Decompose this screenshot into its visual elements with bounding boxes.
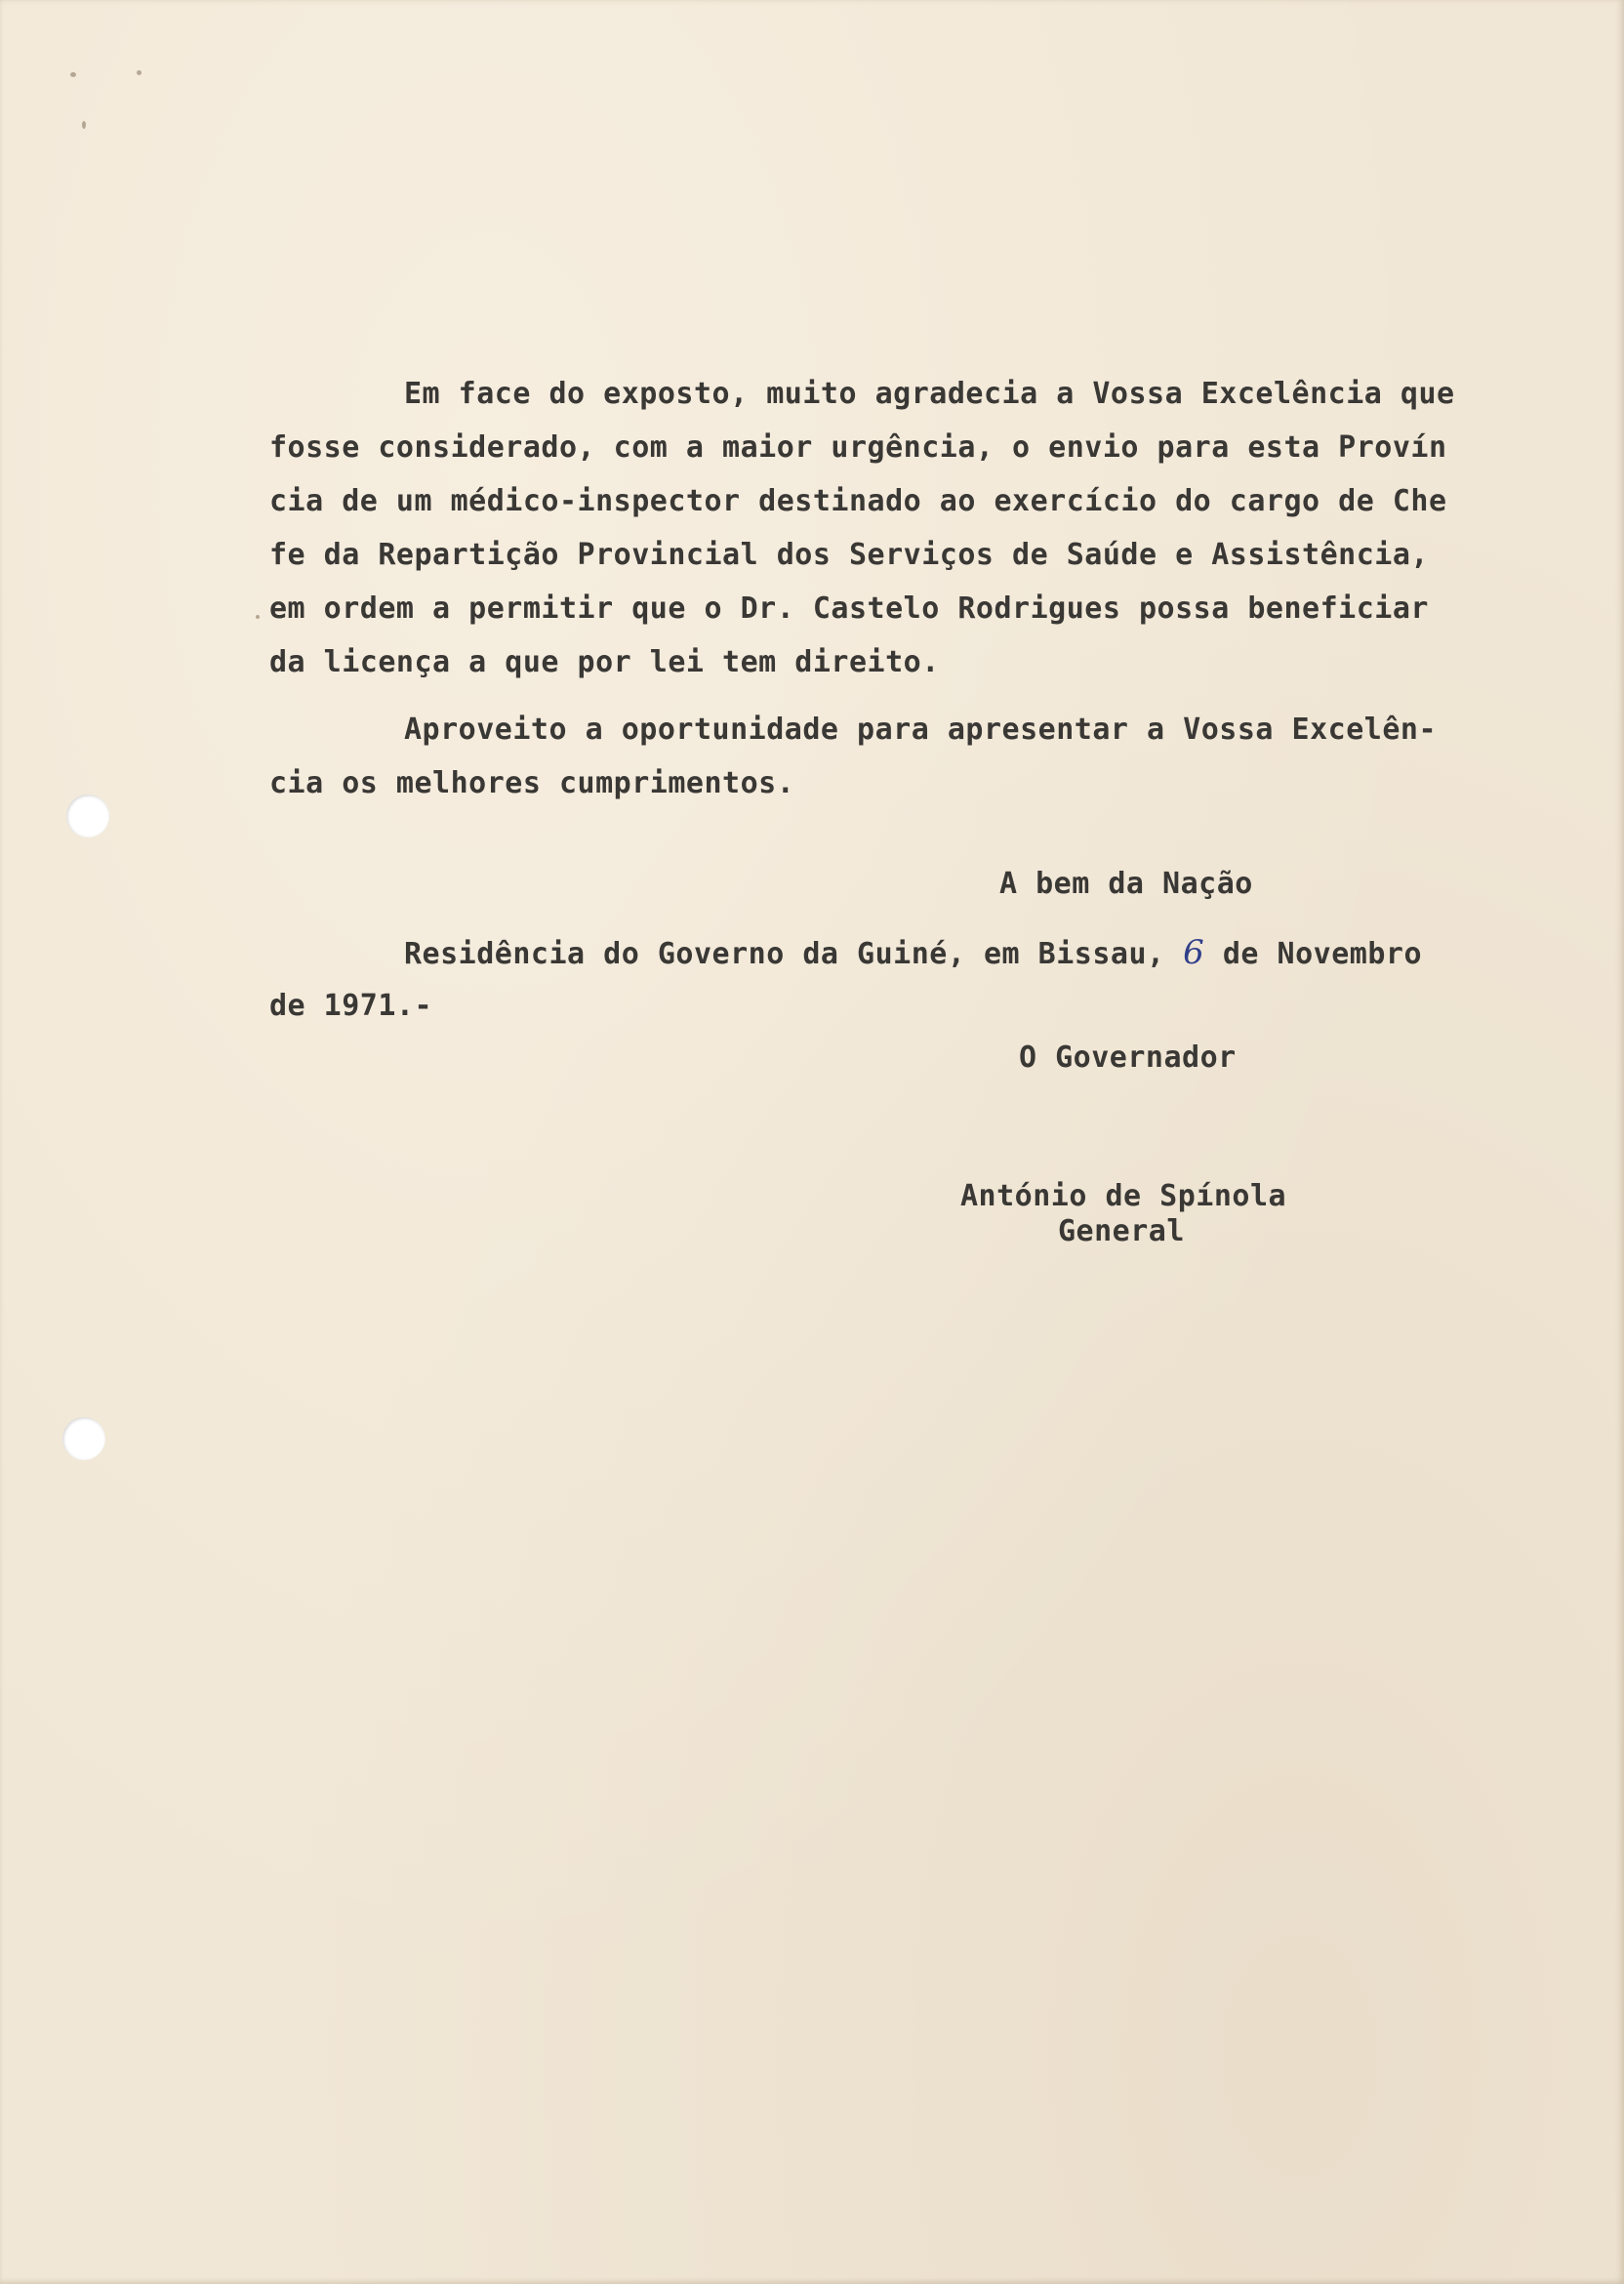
punch-hole bbox=[62, 1417, 105, 1460]
date-line bbox=[404, 933, 1422, 974]
paragraph-1-line-5: em ordem a permitir que o Dr. Castelo Rodrigues possa beneficiar bbox=[269, 591, 1429, 626]
signature-role: O Governador bbox=[1019, 1040, 1237, 1075]
date-year: de 1971.- bbox=[269, 989, 433, 1023]
salutation: A bem da Nação bbox=[999, 867, 1253, 901]
date-place: Residência do Governo da Guiné, em Bissau, bbox=[404, 937, 1165, 971]
paper-speck bbox=[137, 70, 142, 75]
paragraph-2-line-1: Aproveito a oportunidade para apresentar a Vossa Excelên- bbox=[404, 713, 1438, 747]
paragraph-1-line-3: cia de um médico-inspector destinado ao exercício do cargo de Che bbox=[269, 484, 1447, 518]
paragraph-2-line-2: cia os melhores cumprimentos. bbox=[269, 766, 795, 800]
paragraph-1-line-2: fosse considerado, com a maior urgência, o envio para esta Provín bbox=[269, 430, 1447, 465]
paragraph-1-line-4: fe da Repartição Provincial dos Serviços de Saúde e Assistência, bbox=[269, 538, 1429, 572]
paper-speck bbox=[70, 72, 76, 77]
paragraph-1-line-6: da licença a que por lei tem direito. bbox=[269, 645, 940, 679]
handwritten-day: 6 bbox=[1183, 933, 1205, 972]
paper-speck bbox=[256, 615, 260, 619]
date-month: de Novembro bbox=[1222, 937, 1423, 971]
signatory-name: António de Spínola bbox=[960, 1179, 1287, 1213]
paragraph-1-line-1: Em face do exposto, muito agradecia a Vossa Excelência que bbox=[404, 377, 1455, 411]
paper-speck bbox=[82, 121, 86, 129]
signatory-rank: General bbox=[1058, 1214, 1185, 1248]
punch-hole bbox=[66, 795, 109, 837]
